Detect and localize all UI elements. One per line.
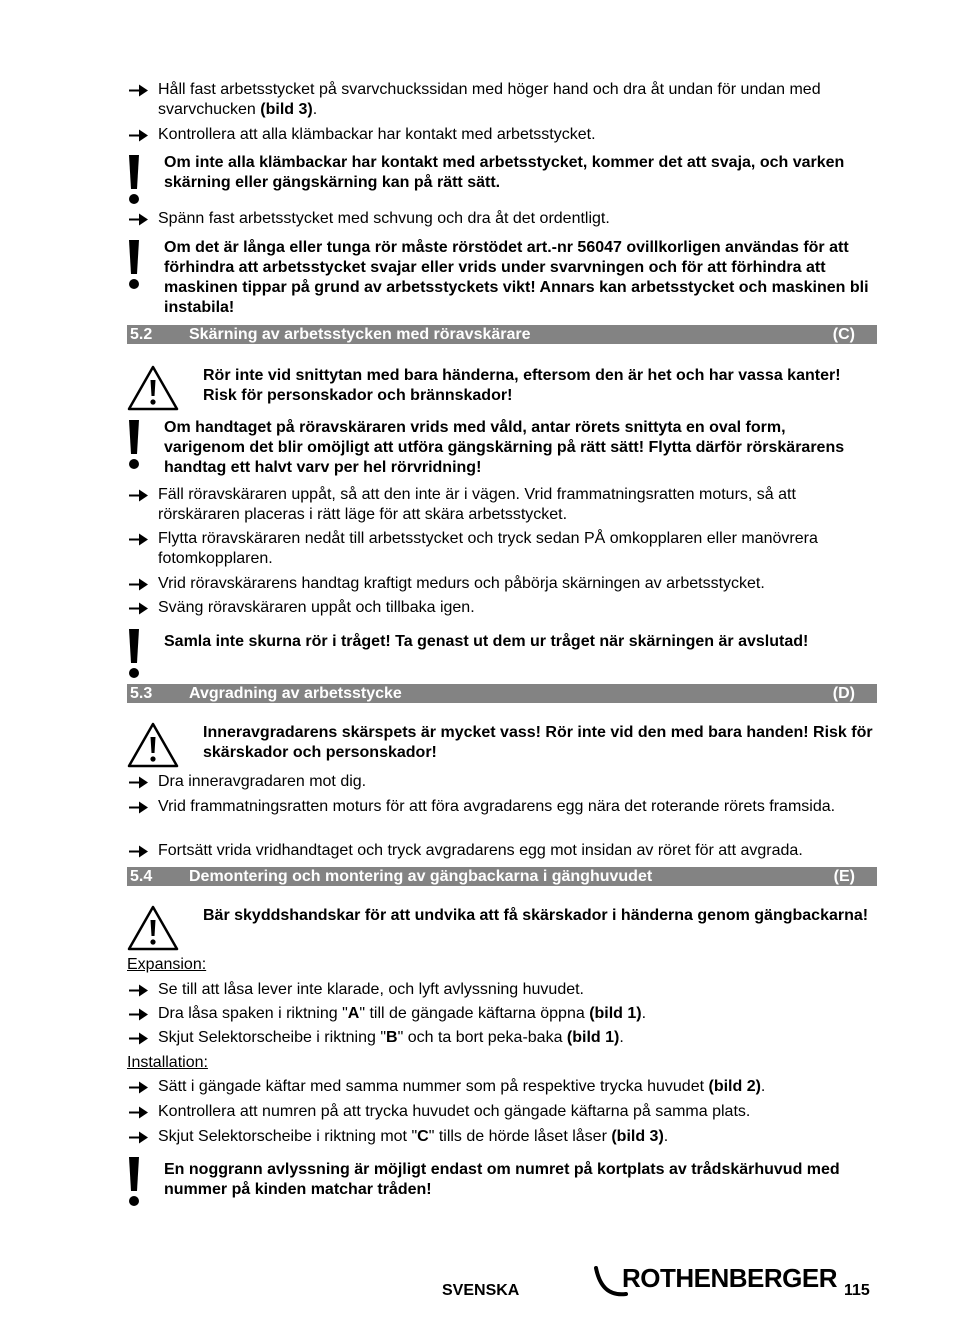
warning-triangle-icon (127, 722, 179, 768)
caution-note: Om handtaget på röravskäraren vrids med våld, antar rörets snittyta en oval form, varigenom det blir omöjligt att utföra gängskärning på rätt sätt! Flytta därför rörskärarens handtag ett halvt varv per hel rörvridning! (127, 418, 877, 480)
arrow-right-icon (127, 980, 151, 1000)
subheading-expansion: Expansion: (127, 956, 207, 973)
arrow-right-icon (127, 209, 151, 229)
arrow-right-icon (127, 797, 151, 817)
arrow-right-icon (127, 485, 151, 505)
warning-note: Inneravgradarens skärspets är mycket vass! Rör inte vid den med bara handen! Risk för skärskador och personskador! (127, 722, 877, 770)
arrow-right-icon (127, 1127, 151, 1147)
warning-triangle-icon (127, 365, 179, 411)
arrow-right-icon (127, 1102, 151, 1122)
arrow-right-icon (127, 125, 151, 145)
warning-note: Rör inte vid snittytan med bara händerna, eftersom den är het och har vassa kanter! Risk för personskador och brännskador! (127, 365, 877, 413)
caution-note: Om inte alla klämbackar har kontakt med arbetsstycket, kommer det att svaja, och varken skärning eller gängskärning kan på rätt sätt. (127, 153, 877, 205)
exclamation-icon (127, 420, 141, 470)
exclamation-icon (127, 1157, 141, 1207)
section-header: 5.4 Demontering och montering av gängbackarna i gänghuvudet (E) (127, 867, 877, 886)
caution-note: Om det är långa eller tunga rör måste rörstödet art.-nr 56047 ovillkorligen användas för att förhindra att arbetsstycket svajar eller vrids under svarvningen och för att förhindra att maskinen tippar på grund av arbetsstyckets vikt! Annars kan arbetsstycket och maskinen bli instabila! (127, 238, 877, 320)
rothenberger-logo (594, 1262, 838, 1298)
arrow-right-icon (127, 1077, 151, 1097)
arrow-right-icon (127, 80, 151, 100)
exclamation-icon (127, 629, 141, 679)
footer-language: SVENSKA (442, 1282, 520, 1299)
arrow-right-icon (127, 529, 151, 549)
subheading-installation: Installation: (127, 1054, 208, 1071)
brand-name: ROTHENBERGER (622, 1263, 838, 1293)
exclamation-icon (127, 155, 141, 205)
caution-note: Samla inte skurna rör i tråget! Ta genast ut dem ur tråget när skärningen är avslutad! (127, 632, 877, 684)
page-number: 115 (844, 1282, 870, 1299)
warning-note: Bär skyddshandskar för att undvika att få skärskador i händerna genom gängbackarna! (127, 905, 877, 953)
section-header: 5.2 Skärning av arbetsstycken med röravskärare (C) (127, 325, 877, 344)
arrow-right-icon (127, 1004, 151, 1024)
arrow-right-icon (127, 772, 151, 792)
exclamation-icon (127, 240, 141, 290)
warning-triangle-icon (127, 905, 179, 951)
arrow-right-icon (127, 574, 151, 594)
arrow-right-icon (127, 598, 151, 618)
section-header: 5.3 Avgradning av arbetsstycke (D) (127, 684, 877, 703)
arrow-right-icon (127, 841, 151, 861)
arrow-right-icon (127, 1028, 151, 1048)
caution-note: En noggrann avlyssning är möjligt endast om numret på kortplats av trådskärhuvud med nummer på kinden matchar tråden! (127, 1160, 877, 1212)
